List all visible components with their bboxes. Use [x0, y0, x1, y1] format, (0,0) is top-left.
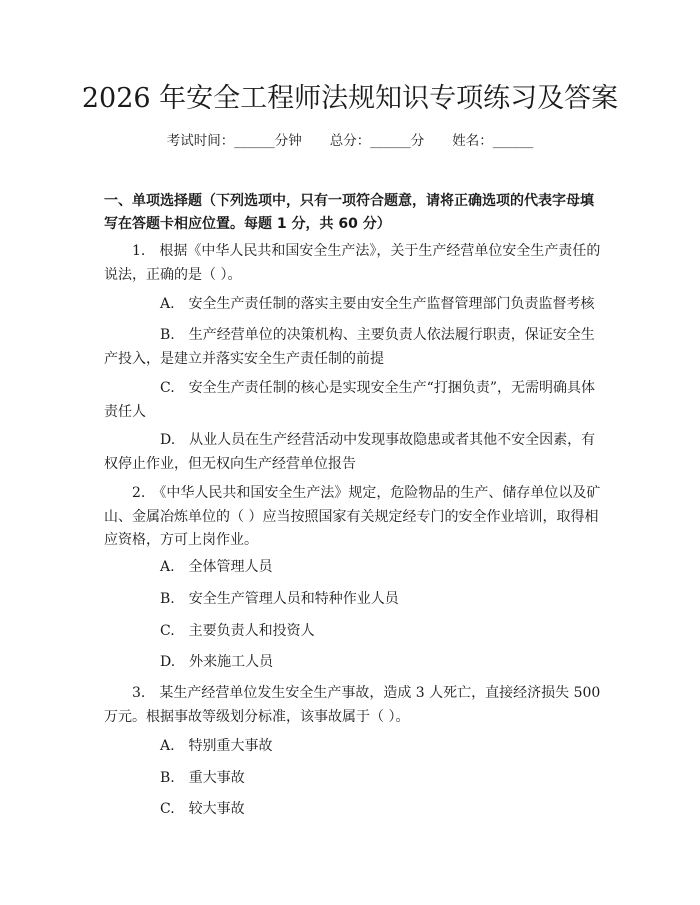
total-score-field: 总分：______分: [329, 133, 425, 149]
exam-meta-line: [0, 131, 700, 151]
question-2-option-a: A. 全体管理人员: [160, 559, 273, 575]
question-3-stem: 3. 某生产经营单位发生安全生产事故，造成 3 人死亡，直接经济损失 500 万元。根据事故等级划分标准，该事故属于（ ）。: [104, 685, 601, 725]
question-1-option-d: D. 从业人员在生产经营活动中发现事故隐患或者其他不安全因素，有权停止作业，但无权向生产经营单位报告: [104, 432, 596, 472]
question-2-option-c: C. 主要负责人和投资人: [160, 623, 315, 639]
document-title: 2026 年安全工程师法规知识专项练习及答案: [81, 83, 619, 114]
section-heading: 一、单项选择题（下列选项中，只有一项符合题意，请将正确选项的代表字母填写在答题卡相应位置。每题 1 分，共 60 分）: [104, 193, 594, 232]
question-2-option-b: B. 安全生产管理人员和特种作业人员: [160, 591, 399, 607]
name-field: 姓名：______: [452, 133, 534, 149]
exam-time-field: 考试时间：______分钟: [166, 133, 302, 149]
question-3-option-b: B. 重大事故: [160, 770, 245, 786]
question-2-option-d: D. 外来施工人员: [160, 654, 274, 670]
question-3-option-a: A. 特别重大事故: [160, 738, 273, 754]
question-1-option-c: C. 安全生产责任制的核心是实现安全生产“打捆负责”，无需明确具体责任人: [104, 380, 595, 420]
question-1-option-b: B. 生产经营单位的决策机构、主要负责人依法履行职责，保证安全生产投入，是建立并落实安全生产责任制的前提: [104, 327, 595, 367]
question-1-stem: 1. 根据《中华人民共和国安全生产法》，关于生产经营单位安全生产责任的说法，正确的是（ ）。: [104, 243, 601, 283]
question-1-option-a: A. 安全生产责任制的落实主要由安全生产监督管理部门负责监督考核: [160, 296, 595, 312]
question-2-stem: 2. 《中华人民共和国安全生产法》规定，危险物品的生产、储存单位以及矿山、金属冶炼单位的（ ）应当按照国家有关规定经专门的安全作业培训，取得相应资格，方可上岗作业。: [104, 485, 601, 548]
question-3-option-c: C. 较大事故: [160, 801, 245, 817]
